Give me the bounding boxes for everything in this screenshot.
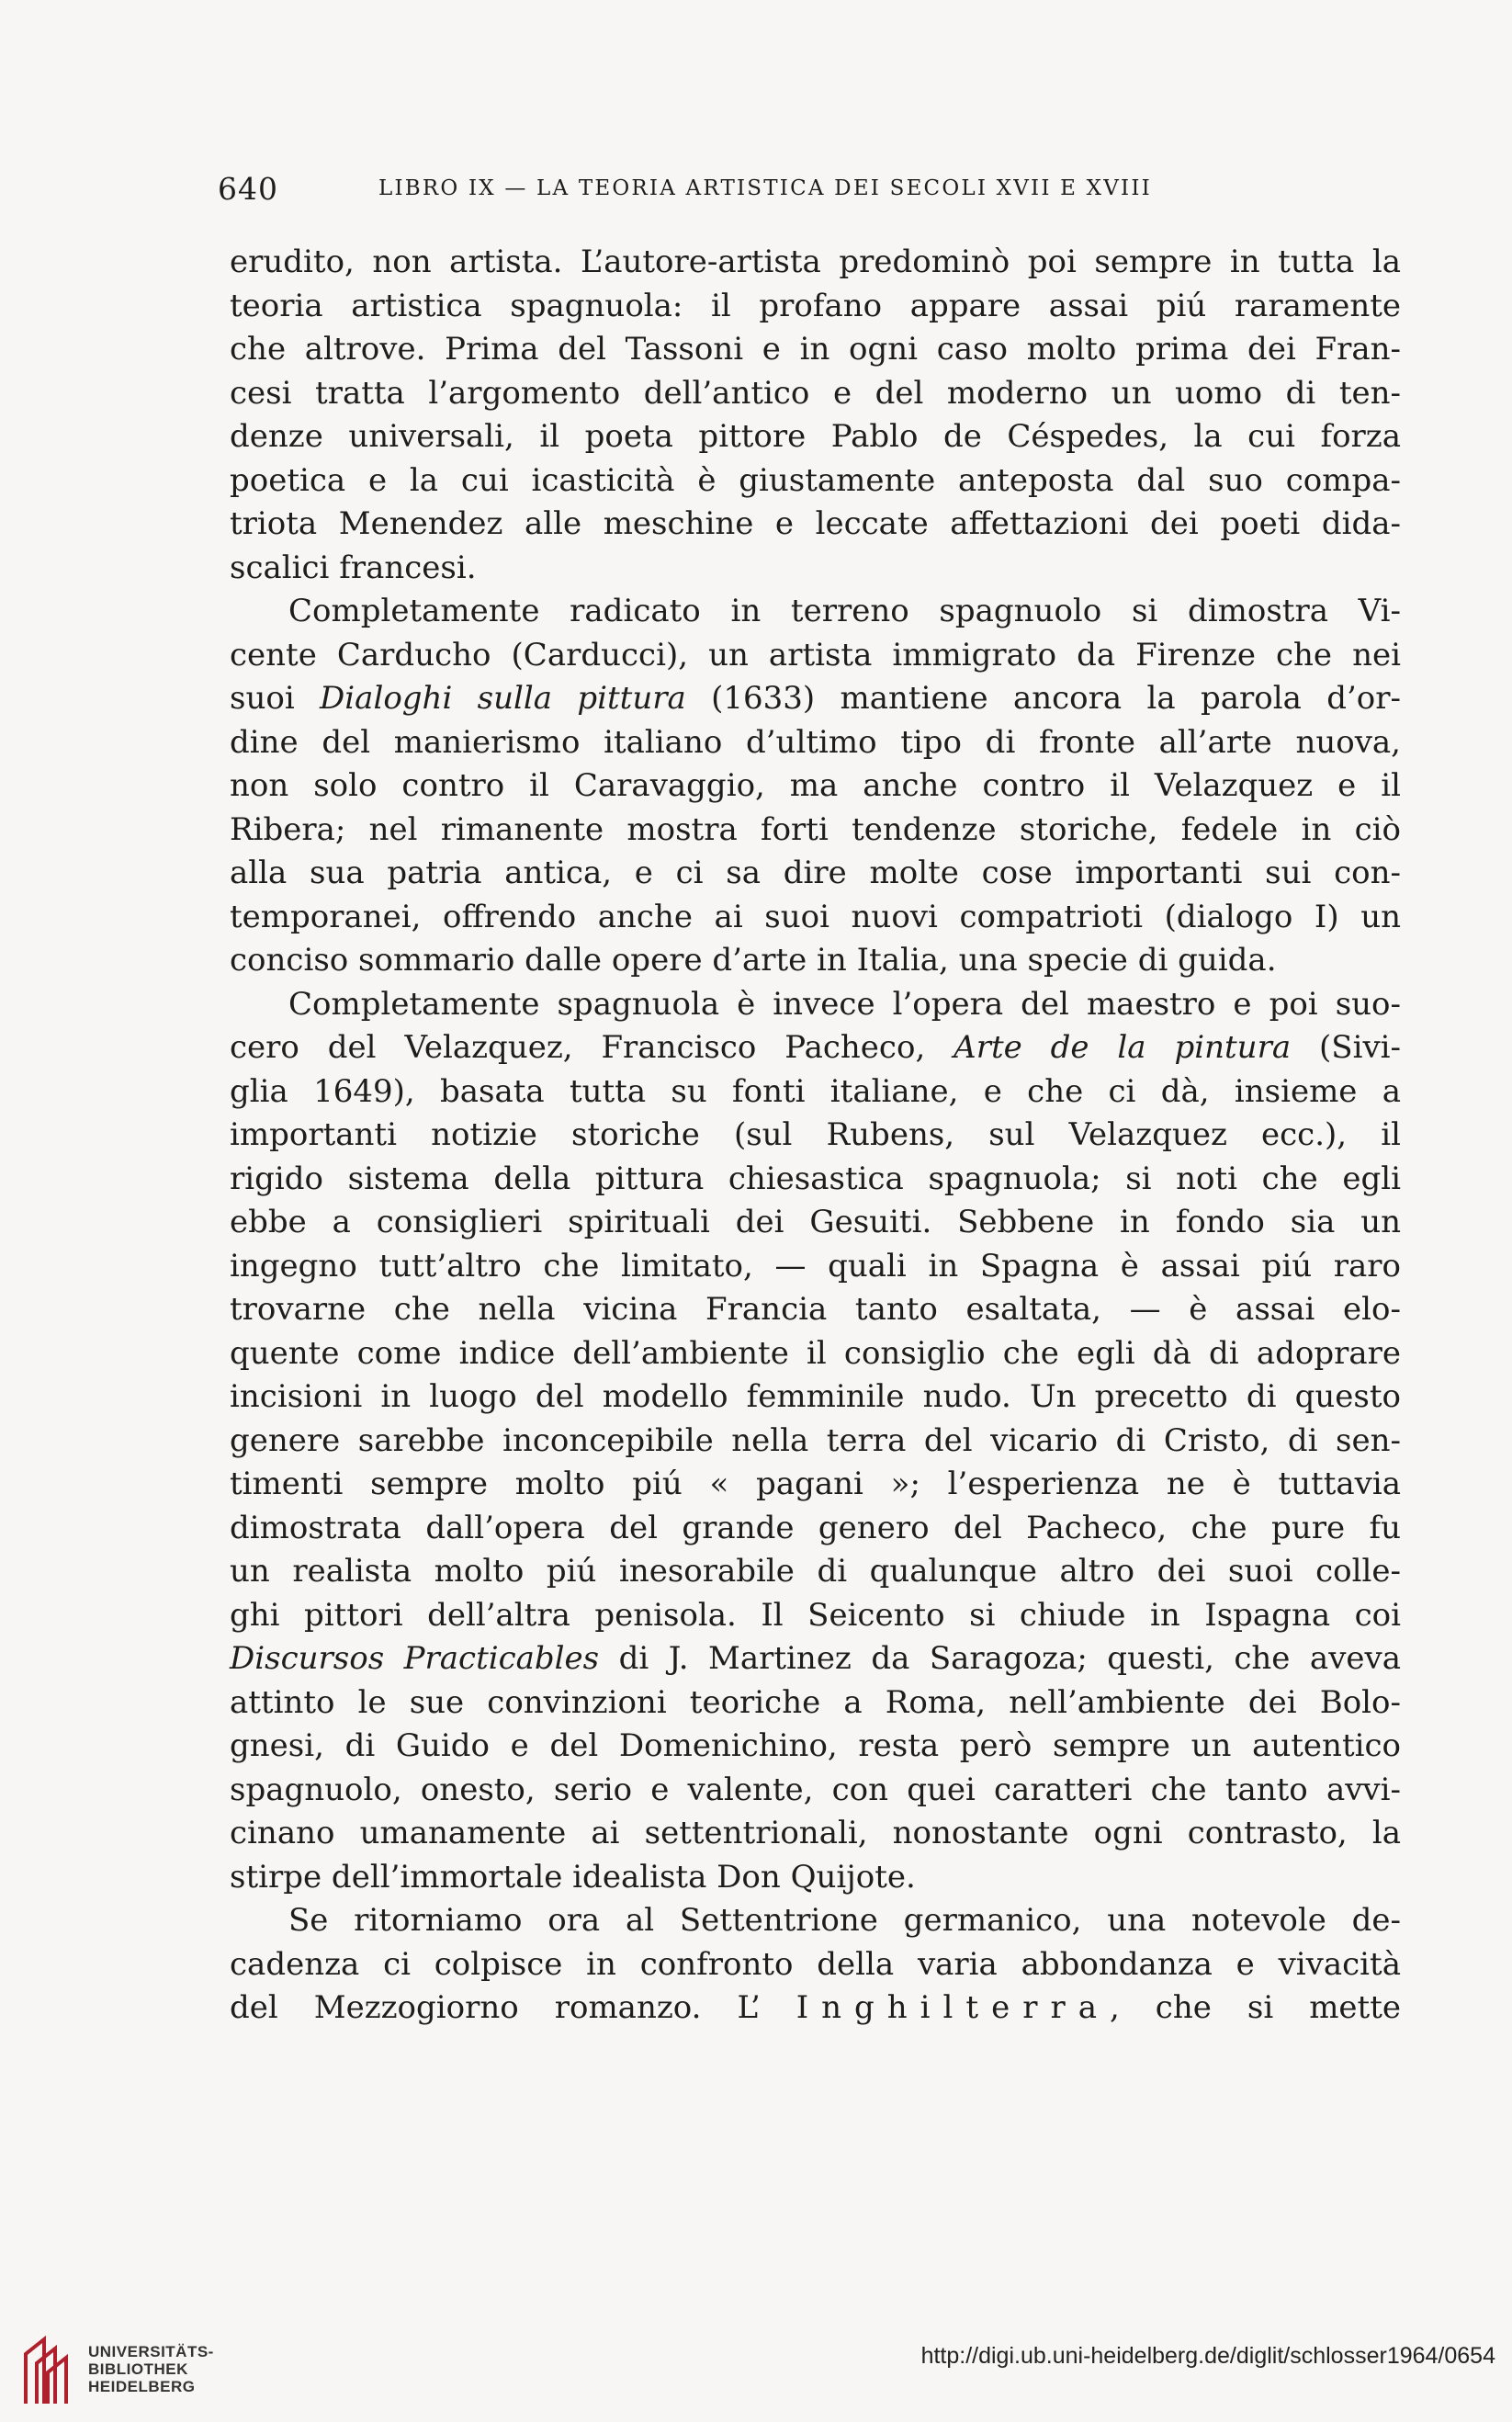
text-segment: alla sua patria antica, e ci sa dire molte cose importanti sui con- [230, 854, 1401, 891]
text-segment: importanti notizie storiche (sul Rubens, sul Velazquez ecc.), il [230, 1116, 1401, 1153]
italic-title: Arte de la pintura [953, 1029, 1292, 1066]
text-line [230, 1463, 1401, 1507]
text-segment: Completamente spagnuola è invece l’opera del maestro e poi suo- [288, 985, 1401, 1023]
text-line [230, 372, 1401, 416]
text-segment: Se ritorniamo ora al Settentrione germanico, una notevole de- [288, 1902, 1401, 1939]
text-segment: cesi tratta l’argomento dell’antico e del moderno un uomo di ten- [230, 374, 1401, 412]
text-segment: ebbe a consiglieri spirituali dei Gesuiti. Sebbene in fondo sia un [230, 1204, 1401, 1240]
text-line [230, 1375, 1401, 1420]
text-line [230, 1114, 1401, 1158]
body-text [230, 241, 1401, 2031]
source-url-link[interactable]: http://digi.ub.uni-heidelberg.de/diglit/schlosser1964/0654 [920, 2343, 1495, 2369]
text-segment: che altrove. Prima del Tassoni e in ogni caso molto prima dei Fran- [230, 331, 1401, 368]
text-segment: ingegno tutt’altro che limitato, — quali in Spagna è assai piú raro [230, 1247, 1401, 1285]
text-line [230, 1550, 1401, 1594]
text-segment: conciso sommario dalle opere d’arte in Italia, una specie di guida. [230, 942, 1277, 979]
text-segment: incisioni in luogo del modello femminile nudo. Un precetto di questo [230, 1378, 1401, 1415]
text-segment: spagnuolo, onesto, serio e valente, con quei caratteri che tanto avvi- [230, 1771, 1401, 1808]
text-line [230, 721, 1401, 765]
text-line [230, 590, 1401, 634]
text-segment: cente Carducho (Carducci), un artista immigrato da Firenze che nei [230, 636, 1401, 673]
text-line [230, 1769, 1401, 1813]
text-line [230, 1943, 1401, 1987]
text-segment: gnesi, di Guido e del Domenichino, resta però sempre un autentico [230, 1727, 1401, 1764]
text-line [230, 1899, 1401, 1943]
text-line [230, 809, 1401, 853]
text-segment: cadenza ci colpisce in confronto della varia abbondanza e vivacità [230, 1945, 1401, 1983]
text-segment: cero del Velazquez, Francisco Pacheco, [230, 1029, 954, 1066]
text-segment: scalici francesi. [230, 549, 477, 586]
text-segment: Ribera; nel rimanente mostra forti tendenze storiche, fedele in ciò [230, 810, 1401, 848]
text-line [230, 983, 1401, 1027]
text-segment: denze universali, il poeta pittore Pablo de Céspedes, la cui forza [230, 418, 1401, 455]
text-line [230, 1856, 1401, 1900]
text-line [230, 1507, 1401, 1551]
text-line [230, 1070, 1401, 1115]
text-line [230, 459, 1401, 504]
text-segment: di J. Martinez da Saragoza; questi, che aveva [599, 1640, 1401, 1677]
text-line [230, 1245, 1401, 1289]
text-segment: stirpe dell’immortale idealista Don Quijote. [230, 1858, 916, 1896]
text-segment: ghi pittori dell’altra penisola. Il Seicento si chiude in Ispagna coi [230, 1596, 1401, 1634]
text-line [230, 1026, 1401, 1070]
text-line [230, 503, 1401, 547]
library-name-line-1: UNIVERSITÄTS- [88, 2343, 214, 2360]
text-line [230, 1812, 1401, 1856]
text-line [230, 764, 1401, 809]
text-segment: un realista molto piú inesorabile di qualunque altro dei suoi colle- [230, 1553, 1401, 1590]
text-line [230, 1158, 1401, 1202]
text-line [230, 1986, 1401, 2031]
library-name-line-2: BIBLIOTHEK [88, 2360, 188, 2378]
text-segment: rigido sistema della pittura chiesastica spagnuola; si noti che egli [230, 1160, 1401, 1197]
text-segment: del Mezzogiorno romanzo. L’ [230, 1989, 796, 2026]
text-segment: timenti sempre molto piú « pagani »; l’esperienza ne è tuttavia [230, 1466, 1401, 1502]
text-line [230, 1725, 1401, 1769]
text-line [230, 415, 1401, 459]
text-line [230, 1201, 1401, 1245]
text-segment: attinto le sue convinzioni teoriche a Roma, nell’ambiente dei Bolo- [230, 1683, 1401, 1721]
page-number: 640 [218, 171, 278, 207]
text-segment: glia 1649), basata tutta su fonti italiane, e che ci dà, insieme a [230, 1072, 1401, 1110]
text-segment: , che si mette [1110, 1989, 1401, 2026]
text-line [230, 1681, 1401, 1726]
text-segment: dine del manierismo italiano d’ultimo tipo di fronte all’arte nuova, [230, 723, 1401, 761]
text-line [230, 285, 1401, 329]
text-line [230, 241, 1401, 285]
text-segment: teoria artistica spagnuola: il profano appare assai piú raramente [230, 287, 1401, 324]
text-line [230, 1420, 1401, 1464]
text-segment: non solo contro il Caravaggio, ma anche contro il Velazquez e il [230, 767, 1401, 804]
text-segment: temporanei, offrendo anche ai suoi nuovi compatrioti (dialogo I) un [230, 898, 1401, 935]
heidelberg-library-logo-icon [17, 2326, 81, 2409]
spaced-emphasis: Inghilterra [795, 1989, 1110, 2026]
text-segment: (1633) mantiene ancora la parola d’or- [685, 680, 1402, 717]
text-line [230, 1288, 1401, 1332]
text-segment: trovarne che nella vicina Francia tanto esaltata, — è assai elo- [230, 1291, 1401, 1328]
text-segment: (Sivi- [1291, 1029, 1402, 1066]
text-segment: quente come indice dell’ambiente il consiglio che egli dà di adoprare [230, 1334, 1401, 1372]
text-line [230, 547, 1401, 591]
text-segment: genere sarebbe inconcepibile nella terra del vicario di Cristo, di sen- [230, 1421, 1401, 1459]
text-line [230, 1594, 1401, 1638]
text-segment: dimostrata dall’opera del grande genero del Pacheco, che pure fu [230, 1509, 1401, 1546]
library-name-line-3: HEIDELBERG [88, 2378, 196, 2395]
text-line [230, 634, 1401, 678]
text-segment: cinano umanamente ai settentrionali, nonostante ogni contrasto, la [230, 1815, 1401, 1851]
text-line [230, 896, 1401, 940]
text-segment: Completamente radicato in terreno spagnuolo si dimostra Vi- [288, 593, 1401, 629]
text-line [230, 939, 1401, 983]
text-line [230, 328, 1401, 372]
italic-title: Dialoghi sulla pittura [320, 680, 686, 717]
text-segment: erudito, non artista. L’autore-artista predominò poi sempre in tutta la [230, 243, 1401, 280]
footer [0, 2315, 1512, 2422]
library-name [88, 2343, 214, 2395]
text-segment: poetica e la cui icasticità è giustamente anteposta dal suo compa- [230, 461, 1401, 499]
text-segment: triota Menendez alle meschine e leccate affettazioni dei poeti dida- [230, 505, 1401, 542]
text-line [230, 1637, 1401, 1681]
text-segment: suoi [230, 680, 321, 717]
text-line [230, 677, 1401, 721]
text-line [230, 1332, 1401, 1376]
running-title: LIBRO IX — LA TEORIA ARTISTICA DEI SECOLI XVII E XVIII [378, 176, 1152, 200]
text-line [230, 852, 1401, 896]
italic-title: Discursos Practicables [230, 1640, 600, 1677]
